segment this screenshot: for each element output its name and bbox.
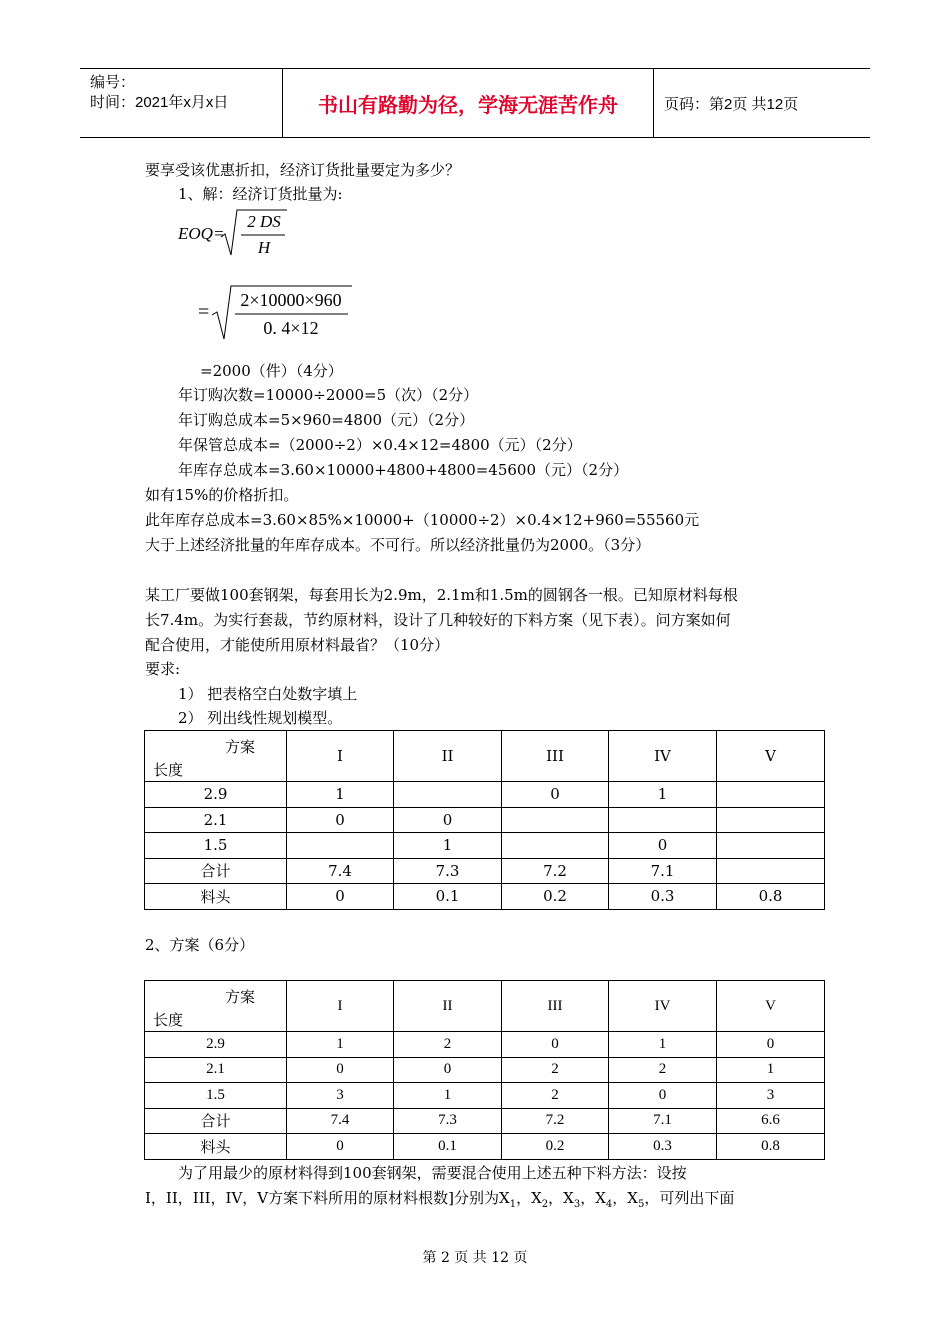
number-label: 编号： <box>90 74 136 91</box>
table-row <box>145 1134 825 1160</box>
column-header: V <box>717 731 825 782</box>
table-row <box>145 1032 825 1058</box>
column-header: III <box>502 981 609 1032</box>
answer-heading: 2、方案（6分） <box>145 936 255 954</box>
time-label: 时间：2021年x月x日 <box>90 94 229 111</box>
page-header <box>80 68 870 138</box>
solution-line: 1、解：经济订货批量为: <box>178 185 343 203</box>
table-cell <box>502 807 609 833</box>
page-footer: 第 2 页 共 12 页 <box>422 1250 528 1266</box>
table-cell: 0.3 <box>609 884 717 910</box>
table-row <box>145 1108 825 1134</box>
table-cell: 7.1 <box>609 858 717 884</box>
table-cell: 0 <box>717 1032 825 1058</box>
cutting-table-answer <box>144 980 825 1160</box>
table-cell <box>717 833 825 859</box>
table-cell: 0 <box>287 1134 394 1160</box>
calc-numerator: 2×10000×960 <box>240 290 342 310</box>
table-row <box>145 1083 825 1109</box>
column-header: I <box>287 981 394 1032</box>
problem-line-3: 配合使用，才能使所用原材料最省？（10分） <box>145 636 450 654</box>
final-line-1: 为了用最少的原材料得到100套钢架，需要混合使用上述五种下料方法：设按 <box>178 1164 687 1182</box>
result-line-3: 年订购总成本=5×960=4800（元）（2分） <box>178 411 475 429</box>
result-line-2: 年订购次数=10000÷2000=5（次）（2分） <box>178 386 479 404</box>
table-cell: 1 <box>287 782 394 808</box>
table-corner-cell: 方案 长度 <box>145 731 287 782</box>
table-cell <box>287 833 394 859</box>
table-cell: 0.1 <box>394 884 502 910</box>
problem-line-2: 长7.4m。为实行套裁，节约原材料，设计了几种较好的下料方案（见下表）。问方案如何 <box>145 611 731 629</box>
table-cell <box>609 807 717 833</box>
table-cell: 7.2 <box>502 1108 609 1134</box>
table-cell: 0.3 <box>609 1134 717 1160</box>
table-cell: 0 <box>287 807 394 833</box>
table-cell: 0 <box>502 782 609 808</box>
row-label: 1.5 <box>145 833 287 859</box>
table-cell: 7.4 <box>287 1108 394 1134</box>
table-cell: 7.3 <box>394 858 502 884</box>
table-row <box>145 807 825 833</box>
result-line-1: =2000（件）（4分） <box>200 362 343 380</box>
table-cell <box>717 782 825 808</box>
table-cell: 7.4 <box>287 858 394 884</box>
table-cell: 0 <box>287 1057 394 1083</box>
requirement-2: 2） 列出线性规划模型。 <box>178 709 343 727</box>
result-line-4: 年保管总成本=（2000÷2）×0.4×12=4800（元）（2分） <box>178 436 582 454</box>
header-motto: 书山有路勤为径，学海无涯苦作舟 <box>283 69 654 137</box>
column-header: IV <box>609 981 717 1032</box>
table-cell: 0 <box>502 1032 609 1058</box>
requirement-1: 1） 把表格空白处数字填上 <box>178 685 358 703</box>
result-line-5: 年库存总成本=3.60×10000+4800+4800=45600（元）（2分） <box>178 461 629 479</box>
table-cell <box>717 807 825 833</box>
table-cell: 3 <box>287 1083 394 1109</box>
table-cell: 0 <box>394 807 502 833</box>
column-header: V <box>717 981 825 1032</box>
column-header: I <box>287 731 394 782</box>
table-cell: 3 <box>717 1083 825 1109</box>
column-header: II <box>394 981 502 1032</box>
table-corner-cell: 方案 长度 <box>145 981 287 1032</box>
column-header: III <box>502 731 609 782</box>
table-cell: 2 <box>394 1032 502 1058</box>
requirements-label: 要求: <box>145 660 181 678</box>
table-cell <box>502 833 609 859</box>
table-row <box>145 833 825 859</box>
table-row <box>145 858 825 884</box>
table-cell: 0.8 <box>717 884 825 910</box>
table-cell: 1 <box>609 782 717 808</box>
table-cell: 0.8 <box>717 1134 825 1160</box>
table-row <box>145 884 825 910</box>
calc-equals: = <box>198 301 210 323</box>
table-cell: 1 <box>609 1032 717 1058</box>
result-line-6: 如有15%的价格折扣。 <box>145 486 299 504</box>
final-line-2: I，II，III，IV，V方案下料所用的原材料根数]分别为$X_1$，$X_2$，$X_3$，$X_4$，$X_5$，可列出下面 <box>145 1189 735 1210</box>
table-row <box>145 782 825 808</box>
table-cell: 2 <box>502 1083 609 1109</box>
table-cell: 2 <box>609 1057 717 1083</box>
row-label: 合计 <box>145 1108 287 1134</box>
table-cell: 1 <box>394 833 502 859</box>
table-cell: 0.1 <box>394 1134 502 1160</box>
question-line: 要享受该优惠折扣，经济订货批量要定为多少？ <box>145 161 461 179</box>
column-header: IV <box>609 731 717 782</box>
calc-denominator: 0. 4×12 <box>263 318 319 338</box>
table-cell: 0.2 <box>502 1134 609 1160</box>
row-label: 2.9 <box>145 1032 287 1058</box>
table-cell <box>717 858 825 884</box>
row-label: 2.1 <box>145 1057 287 1083</box>
table-cell: 0 <box>609 1083 717 1109</box>
problem-line-1: 某工厂要做100套钢架，每套用长为2.9m，2.1m和1.5m的圆钢各一根。已知原材料每根 <box>145 586 738 604</box>
result-line-8: 大于上述经济批量的年库存成本。不可行。所以经济批量仍为2000。（3分） <box>145 536 651 554</box>
header-page-label: 页码：第2页 共12页 <box>664 96 799 113</box>
table-cell <box>394 782 502 808</box>
eoq-numerator: 2 DS <box>247 212 281 231</box>
row-label: 合计 <box>145 858 287 884</box>
table-cell: 0 <box>609 833 717 859</box>
eoq-denominator: H <box>257 238 271 257</box>
row-label: 料头 <box>145 1134 287 1160</box>
row-label: 2.1 <box>145 807 287 833</box>
table-cell: 2 <box>502 1057 609 1083</box>
row-label: 2.9 <box>145 782 287 808</box>
table-cell: 1 <box>394 1083 502 1109</box>
row-label: 料头 <box>145 884 287 910</box>
header-info-cell <box>80 69 283 137</box>
eoq-lhs: EOQ= <box>178 224 225 243</box>
table-cell: 0 <box>287 884 394 910</box>
column-header: II <box>394 731 502 782</box>
table-cell: 1 <box>717 1057 825 1083</box>
table-row <box>145 1057 825 1083</box>
table-cell: 7.1 <box>609 1108 717 1134</box>
row-label: 1.5 <box>145 1083 287 1109</box>
table-cell: 7.2 <box>502 858 609 884</box>
table-cell: 0 <box>394 1057 502 1083</box>
table-cell: 6.6 <box>717 1108 825 1134</box>
result-line-7: 此年库存总成本=3.60×85%×10000+（10000÷2）×0.4×12+960=55560元 <box>145 511 700 529</box>
table-cell: 0.2 <box>502 884 609 910</box>
cutting-table-blank <box>144 730 825 910</box>
table-cell: 1 <box>287 1032 394 1058</box>
table-cell: 7.3 <box>394 1108 502 1134</box>
